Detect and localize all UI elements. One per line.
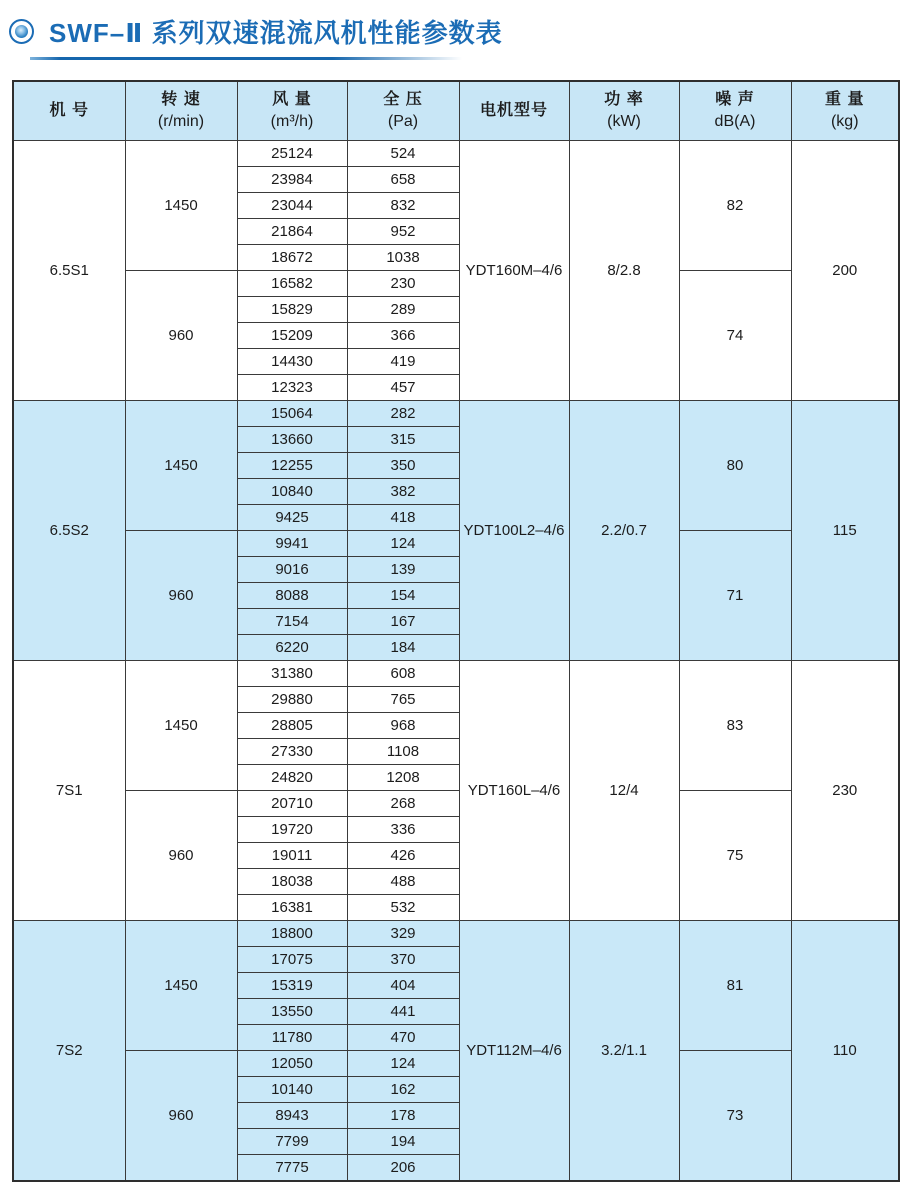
weight-cell: 110 bbox=[791, 921, 899, 1182]
pressure-cell: 426 bbox=[347, 843, 459, 869]
rpm-cell: 1450 bbox=[125, 141, 237, 271]
airflow-cell: 13550 bbox=[237, 999, 347, 1025]
airflow-cell: 13660 bbox=[237, 427, 347, 453]
airflow-cell: 6220 bbox=[237, 635, 347, 661]
pressure-cell: 608 bbox=[347, 661, 459, 687]
rpm-cell: 960 bbox=[125, 271, 237, 401]
page-header bbox=[0, 0, 910, 60]
airflow-cell: 12323 bbox=[237, 375, 347, 401]
table-row bbox=[13, 401, 899, 427]
pressure-cell: 658 bbox=[347, 167, 459, 193]
model-cell: 6.5S2 bbox=[13, 401, 125, 661]
airflow-cell: 19720 bbox=[237, 817, 347, 843]
airflow-cell: 10840 bbox=[237, 479, 347, 505]
pressure-cell: 968 bbox=[347, 713, 459, 739]
airflow-cell: 9941 bbox=[237, 531, 347, 557]
pressure-cell: 441 bbox=[347, 999, 459, 1025]
airflow-cell: 15829 bbox=[237, 297, 347, 323]
pressure-cell: 457 bbox=[347, 375, 459, 401]
model-cell: 7S2 bbox=[13, 921, 125, 1182]
noise-cell: 83 bbox=[679, 661, 791, 791]
col-header-model: 机 号 bbox=[13, 81, 125, 141]
airflow-cell: 16582 bbox=[237, 271, 347, 297]
pressure-cell: 832 bbox=[347, 193, 459, 219]
pressure-cell: 1108 bbox=[347, 739, 459, 765]
airflow-cell: 7799 bbox=[237, 1129, 347, 1155]
table-row bbox=[13, 921, 899, 947]
noise-cell: 80 bbox=[679, 401, 791, 531]
pressure-cell: 418 bbox=[347, 505, 459, 531]
pressure-cell: 470 bbox=[347, 1025, 459, 1051]
pressure-cell: 268 bbox=[347, 791, 459, 817]
airflow-cell: 16381 bbox=[237, 895, 347, 921]
airflow-cell: 7775 bbox=[237, 1155, 347, 1182]
airflow-cell: 31380 bbox=[237, 661, 347, 687]
rpm-cell: 960 bbox=[125, 1051, 237, 1182]
col-header-noise: 噪 声 dB(A) bbox=[679, 81, 791, 141]
pressure-cell: 329 bbox=[347, 921, 459, 947]
pressure-cell: 154 bbox=[347, 583, 459, 609]
pressure-cell: 419 bbox=[347, 349, 459, 375]
weight-cell: 230 bbox=[791, 661, 899, 921]
col-header-weight: 重 量 (kg) bbox=[791, 81, 899, 141]
airflow-cell: 17075 bbox=[237, 947, 347, 973]
noise-cell: 71 bbox=[679, 531, 791, 661]
rpm-cell: 960 bbox=[125, 791, 237, 921]
airflow-cell: 18672 bbox=[237, 245, 347, 271]
airflow-cell: 8943 bbox=[237, 1103, 347, 1129]
airflow-cell: 12050 bbox=[237, 1051, 347, 1077]
airflow-cell: 15209 bbox=[237, 323, 347, 349]
table-row bbox=[13, 141, 899, 167]
airflow-cell: 19011 bbox=[237, 843, 347, 869]
col-header-power: 功 率 (kW) bbox=[569, 81, 679, 141]
pressure-cell: 382 bbox=[347, 479, 459, 505]
bullseye-circle-icon-core bbox=[15, 25, 28, 38]
noise-cell: 74 bbox=[679, 271, 791, 401]
col-header-motor: 电机型号 bbox=[459, 81, 569, 141]
weight-cell: 200 bbox=[791, 141, 899, 401]
col-header-speed: 转 速 (r/min) bbox=[125, 81, 237, 141]
motor-cell: YDT112M–4/6 bbox=[459, 921, 569, 1182]
pressure-cell: 350 bbox=[347, 453, 459, 479]
airflow-cell: 18800 bbox=[237, 921, 347, 947]
airflow-cell: 23044 bbox=[237, 193, 347, 219]
page-title: SWF–Ⅱ 系列双速混流风机性能参数表 bbox=[49, 18, 503, 48]
airflow-cell: 21864 bbox=[237, 219, 347, 245]
rpm-cell: 960 bbox=[125, 531, 237, 661]
table-header-row bbox=[13, 81, 899, 141]
col-header-airflow: 风 量 (m³/h) bbox=[237, 81, 347, 141]
airflow-cell: 24820 bbox=[237, 765, 347, 791]
pressure-cell: 765 bbox=[347, 687, 459, 713]
airflow-cell: 10140 bbox=[237, 1077, 347, 1103]
pressure-cell: 532 bbox=[347, 895, 459, 921]
airflow-cell: 25124 bbox=[237, 141, 347, 167]
pressure-cell: 184 bbox=[347, 635, 459, 661]
pressure-cell: 206 bbox=[347, 1155, 459, 1182]
pressure-cell: 167 bbox=[347, 609, 459, 635]
airflow-cell: 14430 bbox=[237, 349, 347, 375]
power-cell: 8/2.8 bbox=[569, 141, 679, 401]
airflow-cell: 23984 bbox=[237, 167, 347, 193]
pressure-cell: 488 bbox=[347, 869, 459, 895]
noise-cell: 81 bbox=[679, 921, 791, 1051]
table-row bbox=[13, 661, 899, 687]
airflow-cell: 27330 bbox=[237, 739, 347, 765]
col-header-pressure: 全 压 (Pa) bbox=[347, 81, 459, 141]
rpm-cell: 1450 bbox=[125, 921, 237, 1051]
power-cell: 3.2/1.1 bbox=[569, 921, 679, 1182]
power-cell: 2.2/0.7 bbox=[569, 401, 679, 661]
table-body bbox=[13, 141, 899, 1182]
pressure-cell: 1038 bbox=[347, 245, 459, 271]
pressure-cell: 139 bbox=[347, 557, 459, 583]
airflow-cell: 20710 bbox=[237, 791, 347, 817]
airflow-cell: 7154 bbox=[237, 609, 347, 635]
fan-performance-table bbox=[12, 80, 900, 1182]
pressure-cell: 366 bbox=[347, 323, 459, 349]
table-row bbox=[13, 271, 899, 297]
pressure-cell: 124 bbox=[347, 531, 459, 557]
power-cell: 12/4 bbox=[569, 661, 679, 921]
rpm-cell: 1450 bbox=[125, 401, 237, 531]
airflow-cell: 9016 bbox=[237, 557, 347, 583]
pressure-cell: 404 bbox=[347, 973, 459, 999]
model-cell: 7S1 bbox=[13, 661, 125, 921]
pressure-cell: 315 bbox=[347, 427, 459, 453]
model-cell: 6.5S1 bbox=[13, 141, 125, 401]
airflow-cell: 15064 bbox=[237, 401, 347, 427]
pressure-cell: 230 bbox=[347, 271, 459, 297]
pressure-cell: 336 bbox=[347, 817, 459, 843]
airflow-cell: 29880 bbox=[237, 687, 347, 713]
pressure-cell: 524 bbox=[347, 141, 459, 167]
table-row bbox=[13, 531, 899, 557]
pressure-cell: 289 bbox=[347, 297, 459, 323]
motor-cell: YDT100L2–4/6 bbox=[459, 401, 569, 661]
table-row bbox=[13, 1051, 899, 1077]
weight-cell: 115 bbox=[791, 401, 899, 661]
noise-cell: 73 bbox=[679, 1051, 791, 1182]
airflow-cell: 18038 bbox=[237, 869, 347, 895]
bullseye-circle-icon bbox=[9, 19, 34, 44]
airflow-cell: 28805 bbox=[237, 713, 347, 739]
airflow-cell: 12255 bbox=[237, 453, 347, 479]
table-row bbox=[13, 791, 899, 817]
pressure-cell: 194 bbox=[347, 1129, 459, 1155]
pressure-cell: 282 bbox=[347, 401, 459, 427]
pressure-cell: 178 bbox=[347, 1103, 459, 1129]
noise-cell: 75 bbox=[679, 791, 791, 921]
rpm-cell: 1450 bbox=[125, 661, 237, 791]
airflow-cell: 8088 bbox=[237, 583, 347, 609]
airflow-cell: 9425 bbox=[237, 505, 347, 531]
motor-cell: YDT160L–4/6 bbox=[459, 661, 569, 921]
airflow-cell: 11780 bbox=[237, 1025, 347, 1051]
noise-cell: 82 bbox=[679, 141, 791, 271]
pressure-cell: 370 bbox=[347, 947, 459, 973]
pressure-cell: 1208 bbox=[347, 765, 459, 791]
title-underline bbox=[30, 57, 462, 60]
motor-cell: YDT160M–4/6 bbox=[459, 141, 569, 401]
pressure-cell: 162 bbox=[347, 1077, 459, 1103]
pressure-cell: 952 bbox=[347, 219, 459, 245]
airflow-cell: 15319 bbox=[237, 973, 347, 999]
pressure-cell: 124 bbox=[347, 1051, 459, 1077]
